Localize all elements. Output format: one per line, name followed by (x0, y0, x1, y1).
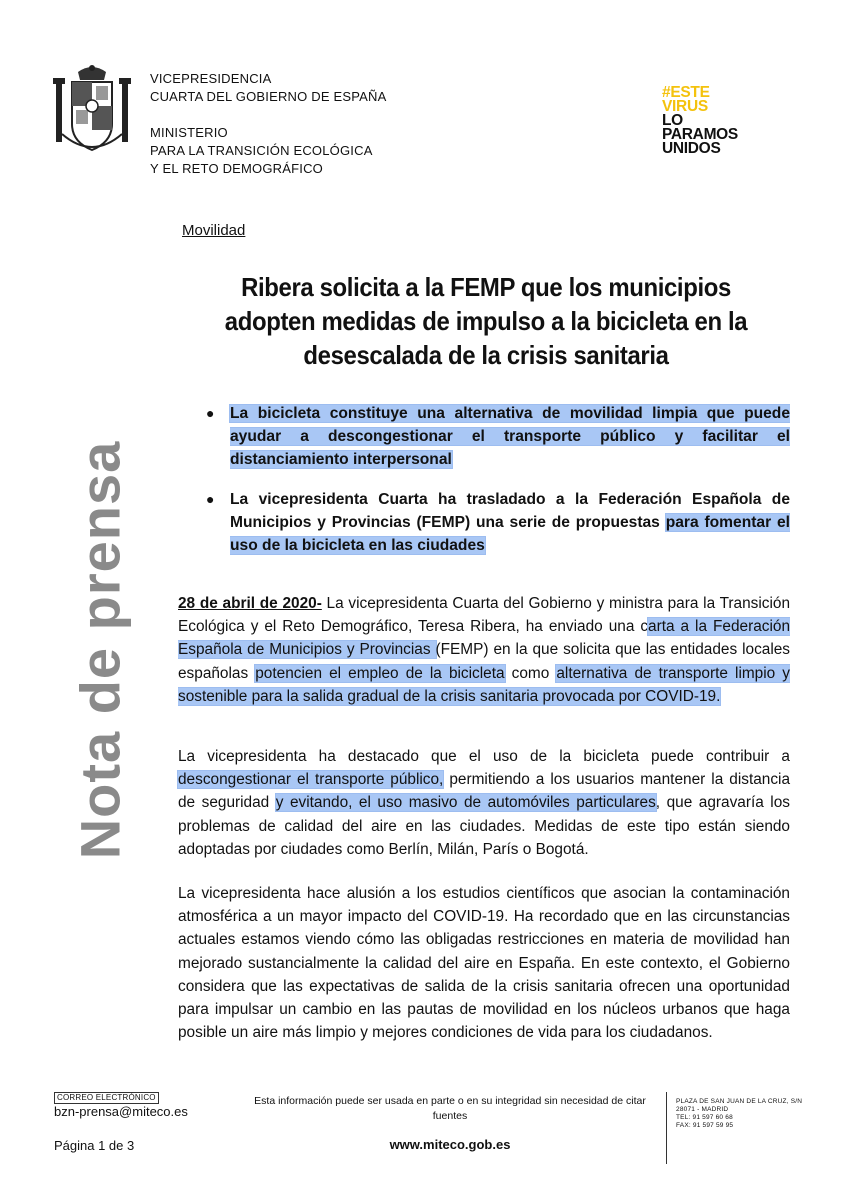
paragraph-highlight: descongestionar el transporte público, (178, 771, 444, 789)
paragraph-text: (FEMP) en la que solicita que las entidades locales españolas (178, 641, 791, 682)
paragraph (178, 592, 790, 708)
usage-note: Esta información puede ser usada en parte o en su integridad sin necesidad de citar fuentes (254, 1095, 646, 1122)
page-title: Ribera solicita a la FEMP que los municipios adopten medidas de impulso a la bicicleta en la desescalada de la crisis sanitaria (224, 272, 748, 370)
paragraph-highlight: potencien el empleo de la bicicleta (255, 664, 505, 682)
email-label: CORREO ELECTRÓNICO (54, 1092, 159, 1104)
address-line: PLAZA DE SAN JUAN DE LA CRUZ, S/N (676, 1098, 803, 1105)
bullet-highlight: para fomentar el uso de la bicicleta en las ciudades (230, 514, 790, 554)
slogan-line: PARAMOS (662, 126, 738, 143)
paragraph (178, 745, 790, 861)
slogan-line: LO (662, 112, 683, 129)
org-line: VICEPRESIDENCIA (150, 71, 272, 86)
bullet-text: La vicepresidenta Cuarta ha trasladado a la Federación Española de Municipios y Provincias (FEMP) una serie de propuestas (230, 491, 790, 531)
section-label: Movilidad (182, 222, 246, 239)
slogan-line: UNIDOS (662, 140, 721, 157)
page-number: Página 1 de 3 (54, 1138, 135, 1153)
slogan-line: #ESTE (662, 84, 710, 101)
address-line: TEL: 91 597 60 68 (676, 1114, 733, 1121)
org-line: Y EL RETO DEMOGRÁFICO (150, 161, 323, 176)
bullet-item (206, 488, 790, 557)
paragraph-text: La vicepresidenta Cuarta del Gobierno y ministra para la Transición Ecológica y el Reto Demográfico, Teresa Ribera, ha enviado una c (178, 595, 791, 636)
paragraph-text: , que agravaría los problemas de calidad del aire en las ciudades. Medidas de este tipo están siendo adoptadas por ciudades como Berlín, Milán, París o Bogotá. (178, 794, 790, 858)
email-link[interactable]: bzn-prensa@miteco.es (54, 1104, 188, 1119)
paragraph: La vicepresidenta hace alusión a los estudios científicos que asocian la contaminación atmosférica a un mayor impacto del COVID-19. Ha recordado que en las circunstancias actuales estamos viendo cómo las obligadas restricciones en materia de movilidad han mejorado sustancialmente la calidad del aire en España. En este contexto, el Gobierno considera que las expectativas de salida de la crisis sanitaria ofrecen una oportunidad para impulsar un cambio en las pautas de movilidad en los núcleos urbanos que haga posible un aire más limpio y mejores condiciones de vida para los ciudadanos. (178, 885, 790, 1042)
press-date: 28 de abril de 2020- (178, 595, 322, 612)
org-line: CUARTA DEL GOBIERNO DE ESPAÑA (150, 89, 387, 104)
paragraph-text: permitiendo a los usuarios mantener la distancia de seguridad (178, 771, 791, 812)
bullet-icon: ● (206, 405, 215, 421)
paragraph-highlight: arta a la Federación Española de Municipios y Provincias (178, 618, 791, 659)
footer-address (676, 1098, 802, 1130)
address-line: 28071 - MADRID (676, 1106, 729, 1113)
vertical-label-text: Nota de prensa (68, 440, 132, 860)
paragraph-text: La vicepresidenta ha destacado que el uso de la bicicleta puede contribuir a (178, 748, 790, 765)
bullet-icon: ● (206, 491, 215, 507)
org-line: MINISTERIO (150, 125, 228, 140)
bullet-highlight: La bicicleta constituye una alternativa de movilidad limpia que puede ayudar a descongestionar el transporte público y facilitar el distanciamiento interpersonal (230, 405, 790, 468)
coat-of-arms-icon (52, 64, 132, 160)
slogan-line: VIRUS (662, 98, 708, 115)
org-line: PARA LA TRANSICIÓN ECOLÓGICA (150, 143, 373, 158)
address-line: FAX: 91 597 59 95 (676, 1122, 734, 1129)
footer-divider (666, 1092, 667, 1164)
vertical-label (64, 440, 136, 860)
paragraph-highlight: y evitando, el uso masivo de automóviles particulares (275, 794, 656, 812)
paragraph-text: como (504, 664, 557, 682)
website-link[interactable]: www.miteco.gob.es (389, 1137, 511, 1152)
bullet-item (206, 402, 790, 471)
slogan-logo (662, 86, 738, 156)
header-organization (150, 70, 387, 178)
paragraph-highlight: alternativa de transporte limpio y sostenible para la salida gradual de la crisis sanitaria provocada por COVID-19. (178, 664, 790, 705)
